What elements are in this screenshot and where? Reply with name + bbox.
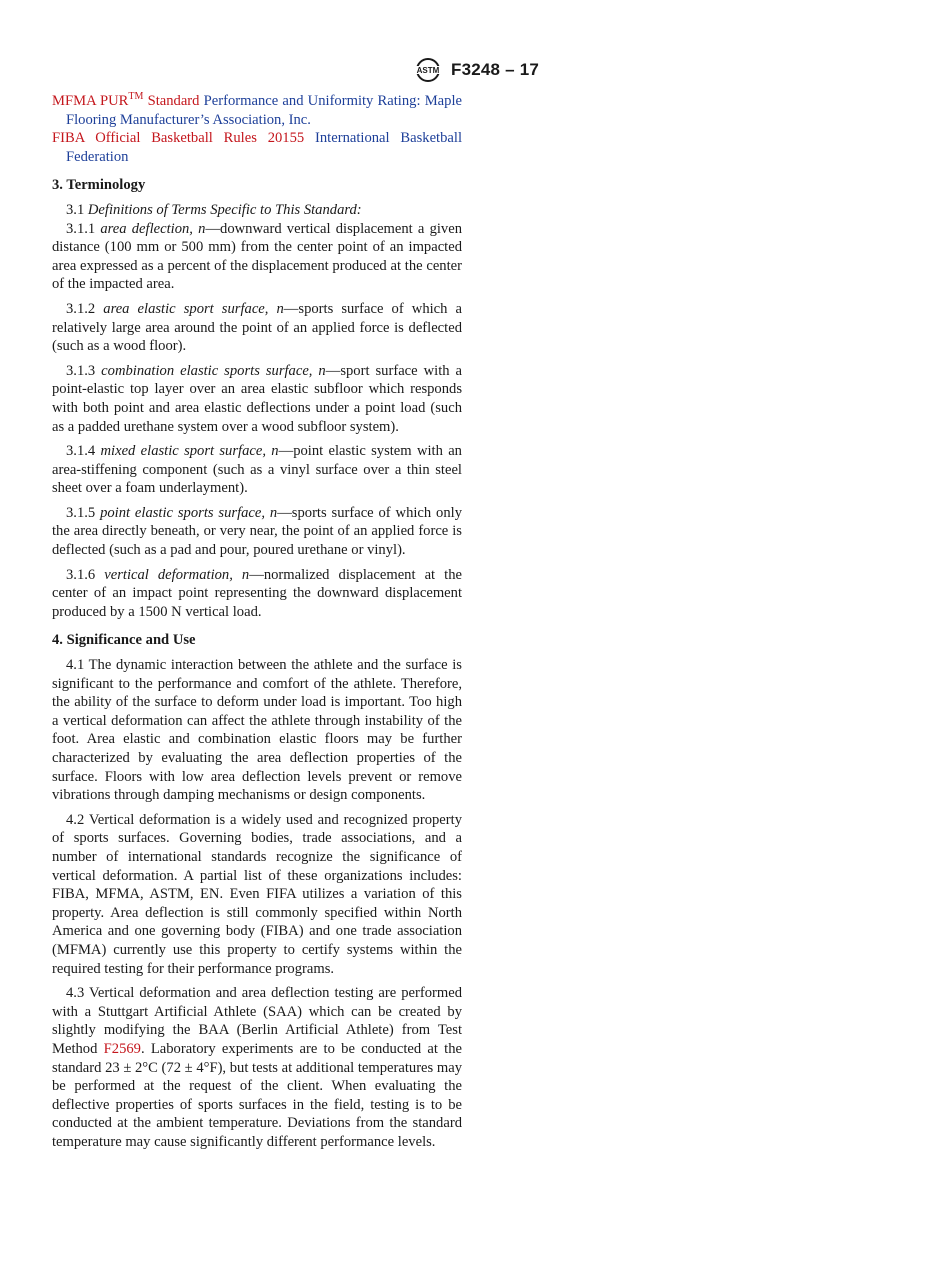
paragraph-3-1-2: 3.1.2 area elastic sport surface, n—sports surface of which a relatively large area around the point of an applied force is deflected (such as a wood floor). (52, 300, 462, 355)
paragraph-3-1-5: 3.1.5 point elastic sports surface, n—sports surface of which only the area directly beneath, or very near, the point of an applied force is deflected (such as a pad and pour, poured urethane or vinyl). (52, 504, 462, 559)
paragraph-3-1-6: 3.1.6 vertical deformation, n—normalized displacement at the center of an impact point representing the downward displacement produced by a 1500 N vertical load. (52, 566, 462, 620)
left-column (52, 92, 462, 1151)
paragraph-3-1: 3.1 Definitions of Terms Specific to This Standard: (66, 201, 362, 218)
reference-mfma (52, 92, 462, 129)
astm-logo-icon (411, 56, 445, 84)
reference-link[interactable]: International Basketball Federation (66, 130, 462, 165)
paragraph-3-1-4: 3.1.4 mixed elastic sport surface, n—point elastic system with an area-stiffening component (such as a vinyl surface over a thin steel sheet over a foam underlayment). (52, 443, 462, 497)
paragraph-4-1: 4.1 The dynamic interaction between the athlete and the surface is significant to the performance and comfort of the athlete. Therefore, the ability of the surface to deform under load is important. Too high a vertical deformation can affect the athlete through instability of the foot. Area elastic and combination elastic floors may be further characterized by evaluating the area deflection properties of the surface. Floors with low area deflection levels prevent or remove vibrations through damping mechanisms or design components. (52, 657, 462, 804)
trademark-sup: TM (128, 91, 144, 103)
paragraph-4-3: 4.3 Vertical deformation and area deflection testing are performed with a Stuttgart Artificial Athlete (SAA) which can be created by slightly modifying the BAA (Berlin Artificial Athlete) from Test Method F2569. Laboratory experiments are to be conducted at the standard 23 ± 2°C (72 ± 4°F), but tests at additional temperatures may be performed at the request of the client. When evaluating the deflective properties of sports surfaces in the field, testing is to be conducted at the ambient temperature. Deviations from the standard temperature may cause significantly different performance levels. (52, 985, 462, 1150)
reference-link[interactable]: Performance and Uniformity Rating: Maple Flooring Manufacturer’s Association, Inc. (66, 93, 462, 128)
page-header (0, 56, 950, 84)
paragraph-3-1-3: 3.1.3 combination elastic sports surface, n—sport surface with a point-elastic top layer over an area elastic subfloor which responds with both point and area elastic deflections under a point load (such as a padded urethane system over a wood subfloor system). (52, 362, 462, 435)
logo-text: ASTM (416, 66, 440, 75)
reference-org: MFMA PUR (52, 93, 129, 109)
link-f2569[interactable]: F2569 (103, 1040, 141, 1057)
section-heading-significance: 4. Significance and Use (52, 632, 196, 649)
paragraph-3-1-1: 3.1.1 area deflection, n—downward vertical displacement a given distance (100 mm or 500 mm) from the center point of an impacted area expressed as a percent of the displacement produced at the center of the impacted area. (52, 220, 462, 293)
section-heading-terminology: 3. Terminology (52, 177, 146, 194)
reference-org: FIBA Official Basketball Rules 20155 (52, 130, 305, 147)
standard-designation: F3248 – 17 (450, 60, 539, 79)
reference-fiba (52, 129, 462, 166)
reference-title: Standard (143, 93, 200, 109)
paragraph-4-2: 4.2 Vertical deformation is a widely used and recognized property of sports surfaces. Governing bodies, trade associations, and a number of international standards recognize the significance of vertical deformation. A partial list of these organizations includes: FIBA, MFMA, ASTM, EN. Even FIFA utilizes a variation of this property. Area deflection is still commonly specified within North America and one governing body (FIBA) and one trade association (MFMA) currently use this property to certify systems within the required testing for their performance programs. (52, 811, 462, 977)
